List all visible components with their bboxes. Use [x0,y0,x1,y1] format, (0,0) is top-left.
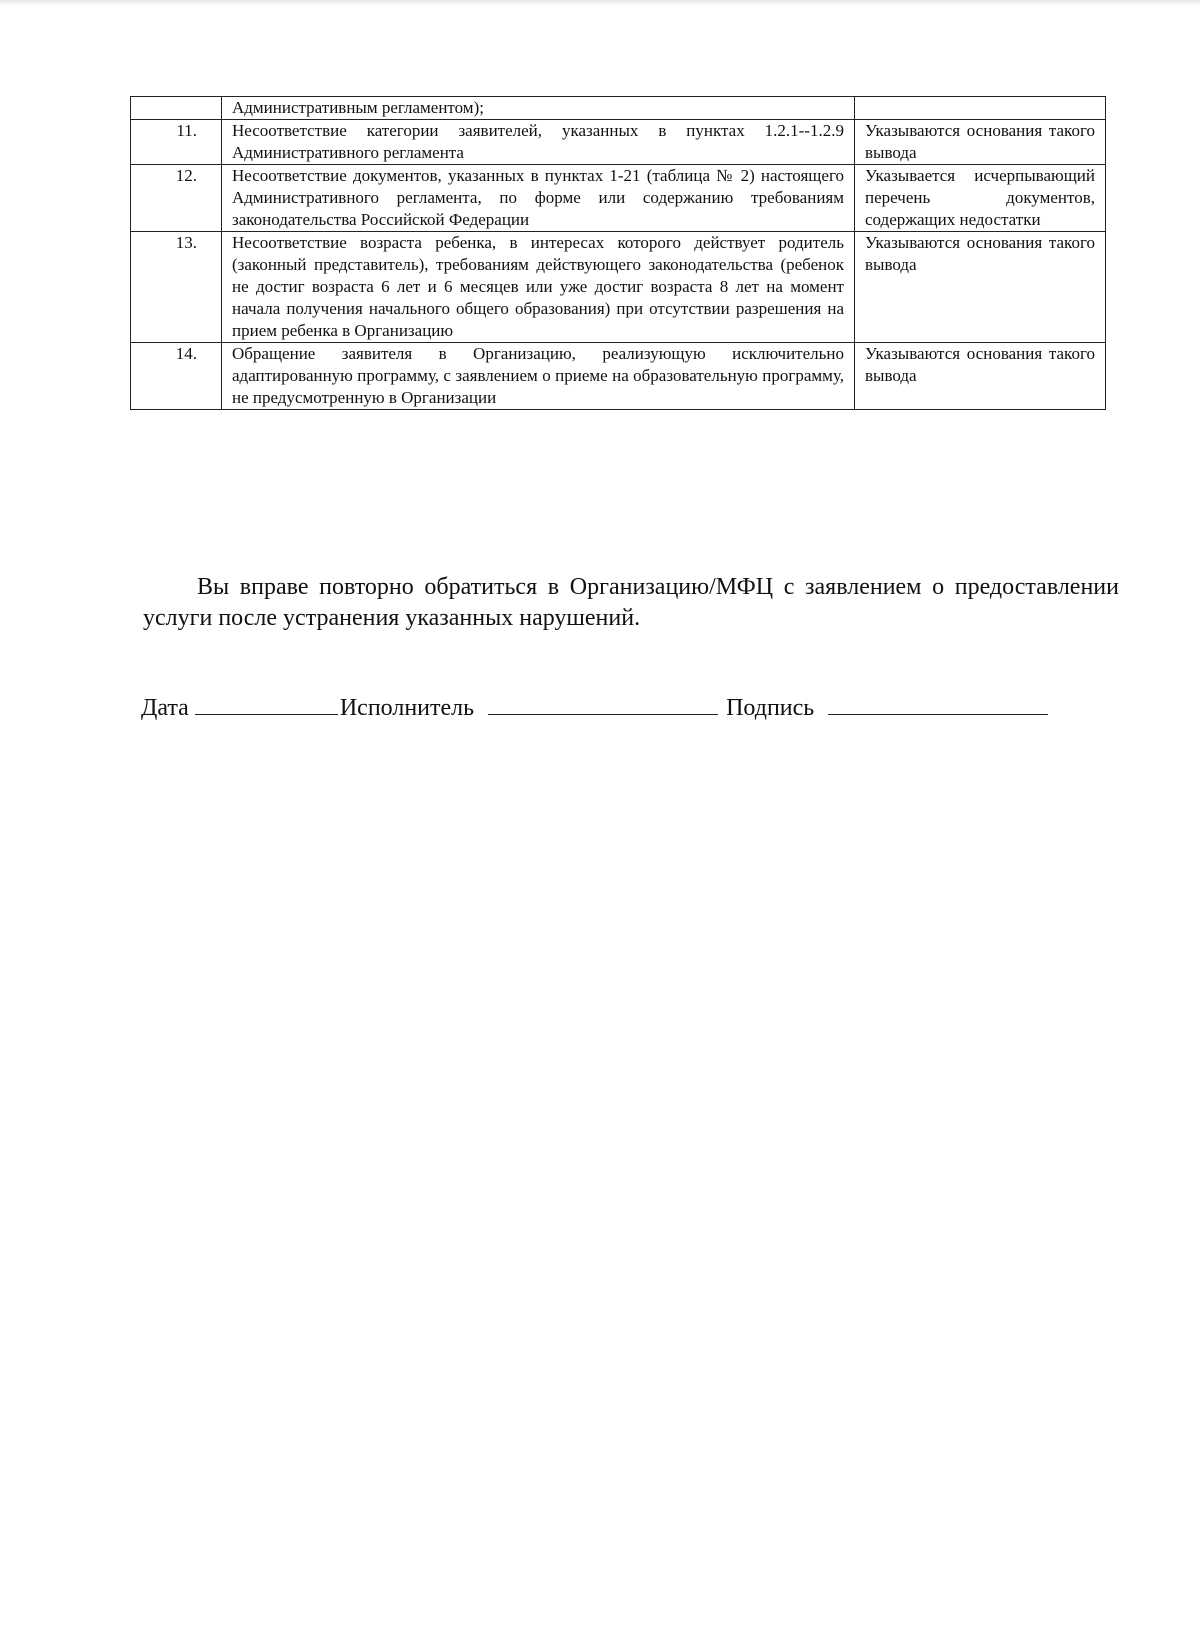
reapply-paragraph: Вы вправе повторно обратиться в Организацию/МФЦ с заявлением о предоставлении услуги после устранения указанных нарушений. [143,574,1119,631]
scan-edge [0,0,1200,6]
refusal-reasons-table [130,96,1106,410]
executor-blank-line[interactable] [488,692,718,715]
table-row [131,165,1106,232]
row-description: Административным регламентом); [222,97,855,120]
date-label: Дата [141,695,189,721]
table-row [131,97,1106,120]
row-note: Указывается исчерпывающий перечень документов, содержащих недостатки [855,165,1106,232]
row-note: Указываются основания такого вывода [855,120,1106,165]
row-note [855,97,1106,120]
table-row [131,120,1106,165]
row-number: 14. [131,343,222,410]
row-description: Обращение заявителя в Организацию, реализующую исключительно адаптированную программу, с заявлением о приеме на образовательную программу, не предусмотренную в Организации [222,343,855,410]
date-blank-line[interactable] [195,692,338,715]
row-number [131,97,222,120]
signature-label: Подпись [726,695,815,721]
signature-row [141,692,1048,723]
row-note: Указываются основания такого вывода [855,232,1106,343]
table-row [131,232,1106,343]
row-note: Указываются основания такого вывода [855,343,1106,410]
row-number: 11. [131,120,222,165]
row-description: Несоответствие возраста ребенка, в интересах которого действует родитель (законный представитель), требованиям действующего законодательства (ребенок не достиг возраста 6 лет и 6 месяцев или уже достиг возраста 8 лет на момент начала получения начального общего образования) при отсутствии разрешения на прием ребенка в Организацию [222,232,855,343]
table-row [131,343,1106,410]
row-description: Несоответствие документов, указанных в пунктах 1-21 (таблица № 2) настоящего Административного регламента, по форме или содержанию требованиям законодательства Российской Федерации [222,165,855,232]
executor-label: Исполнитель [339,695,475,721]
row-description: Несоответствие категории заявителей, указанных в пунктах 1.2.1--1.2.9 Административного регламента [222,120,855,165]
row-number: 13. [131,232,222,343]
row-number: 12. [131,165,222,232]
signature-blank-line[interactable] [828,692,1048,715]
